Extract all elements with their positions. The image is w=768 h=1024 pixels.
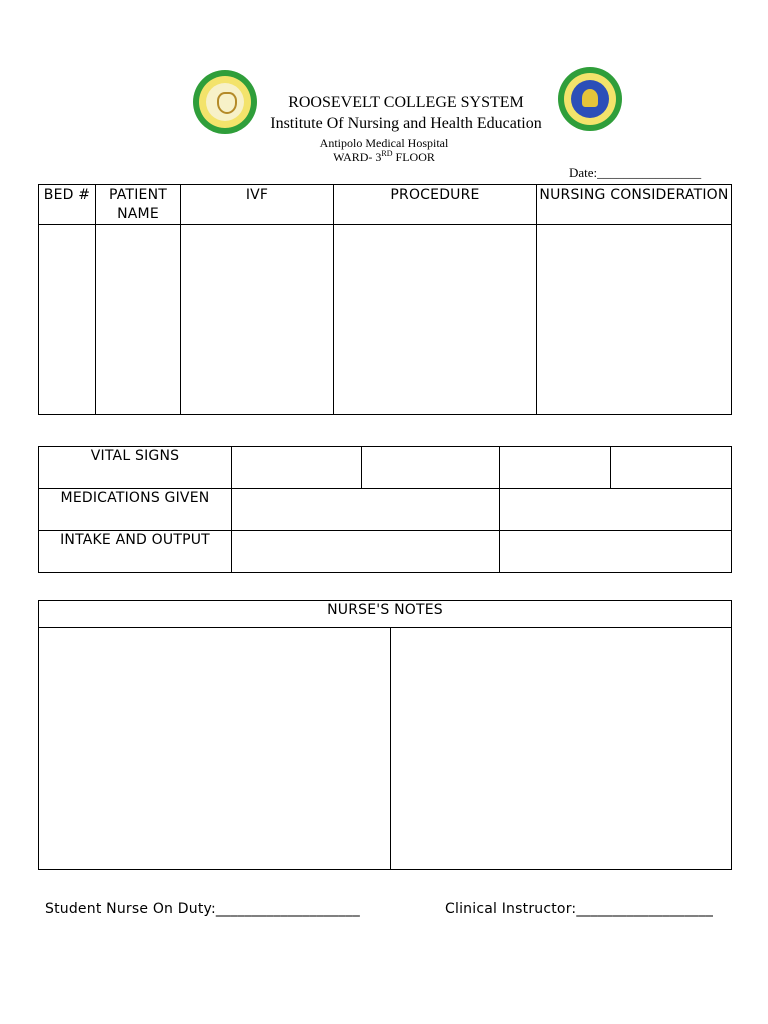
col-header-bed: BED #: [39, 185, 96, 225]
patient-table: [38, 184, 732, 415]
vital-signs-cell-2[interactable]: [362, 447, 500, 489]
ward-floor: WARD- 3RD FLOOR: [333, 149, 435, 164]
procedure-cell[interactable]: [334, 225, 537, 415]
ivf-cell[interactable]: [181, 225, 334, 415]
notes-right-area[interactable]: [391, 628, 732, 870]
col-header-patient-name: PATIENT NAME: [96, 185, 181, 225]
college-name: ROOSEVELT COLLEGE SYSTEM: [288, 94, 524, 111]
vital-signs-cell-1[interactable]: [232, 447, 362, 489]
col-header-procedure: PROCEDURE: [334, 185, 537, 225]
vital-signs-cell-4[interactable]: [611, 447, 732, 489]
intake-output-cell-2[interactable]: [500, 531, 732, 573]
medications-cell-1[interactable]: [232, 489, 500, 531]
bed-cell[interactable]: [39, 225, 96, 415]
clinical-instructor-signature-line[interactable]: Clinical Instructor:___________________: [445, 901, 714, 917]
medications-given-label: MEDICATIONS GIVEN: [39, 489, 232, 531]
intake-output-label: INTAKE AND OUTPUT: [39, 531, 232, 573]
vital-signs-label: VITAL SIGNS: [39, 447, 232, 489]
monitoring-table: [38, 446, 732, 573]
notes-left-area[interactable]: [39, 628, 391, 870]
col-header-ivf: IVF: [181, 185, 334, 225]
student-nurse-signature-line[interactable]: Student Nurse On Duty:____________________: [45, 901, 360, 917]
medications-cell-2[interactable]: [500, 489, 732, 531]
intake-output-cell-1[interactable]: [232, 531, 500, 573]
patient-name-cell[interactable]: [96, 225, 181, 415]
date-field[interactable]: Date:________________: [569, 165, 702, 180]
col-header-nursing-consideration: NURSING CONSIDERATION: [537, 185, 732, 225]
vital-signs-cell-3[interactable]: [500, 447, 611, 489]
nurses-notes-table: [38, 600, 732, 870]
hospital-name: Antipolo Medical Hospital: [319, 136, 449, 150]
nurses-notes-title: NURSE'S NOTES: [39, 601, 732, 628]
nursing-consideration-cell[interactable]: [537, 225, 732, 415]
institute-name: Institute Of Nursing and Health Education: [270, 115, 542, 132]
